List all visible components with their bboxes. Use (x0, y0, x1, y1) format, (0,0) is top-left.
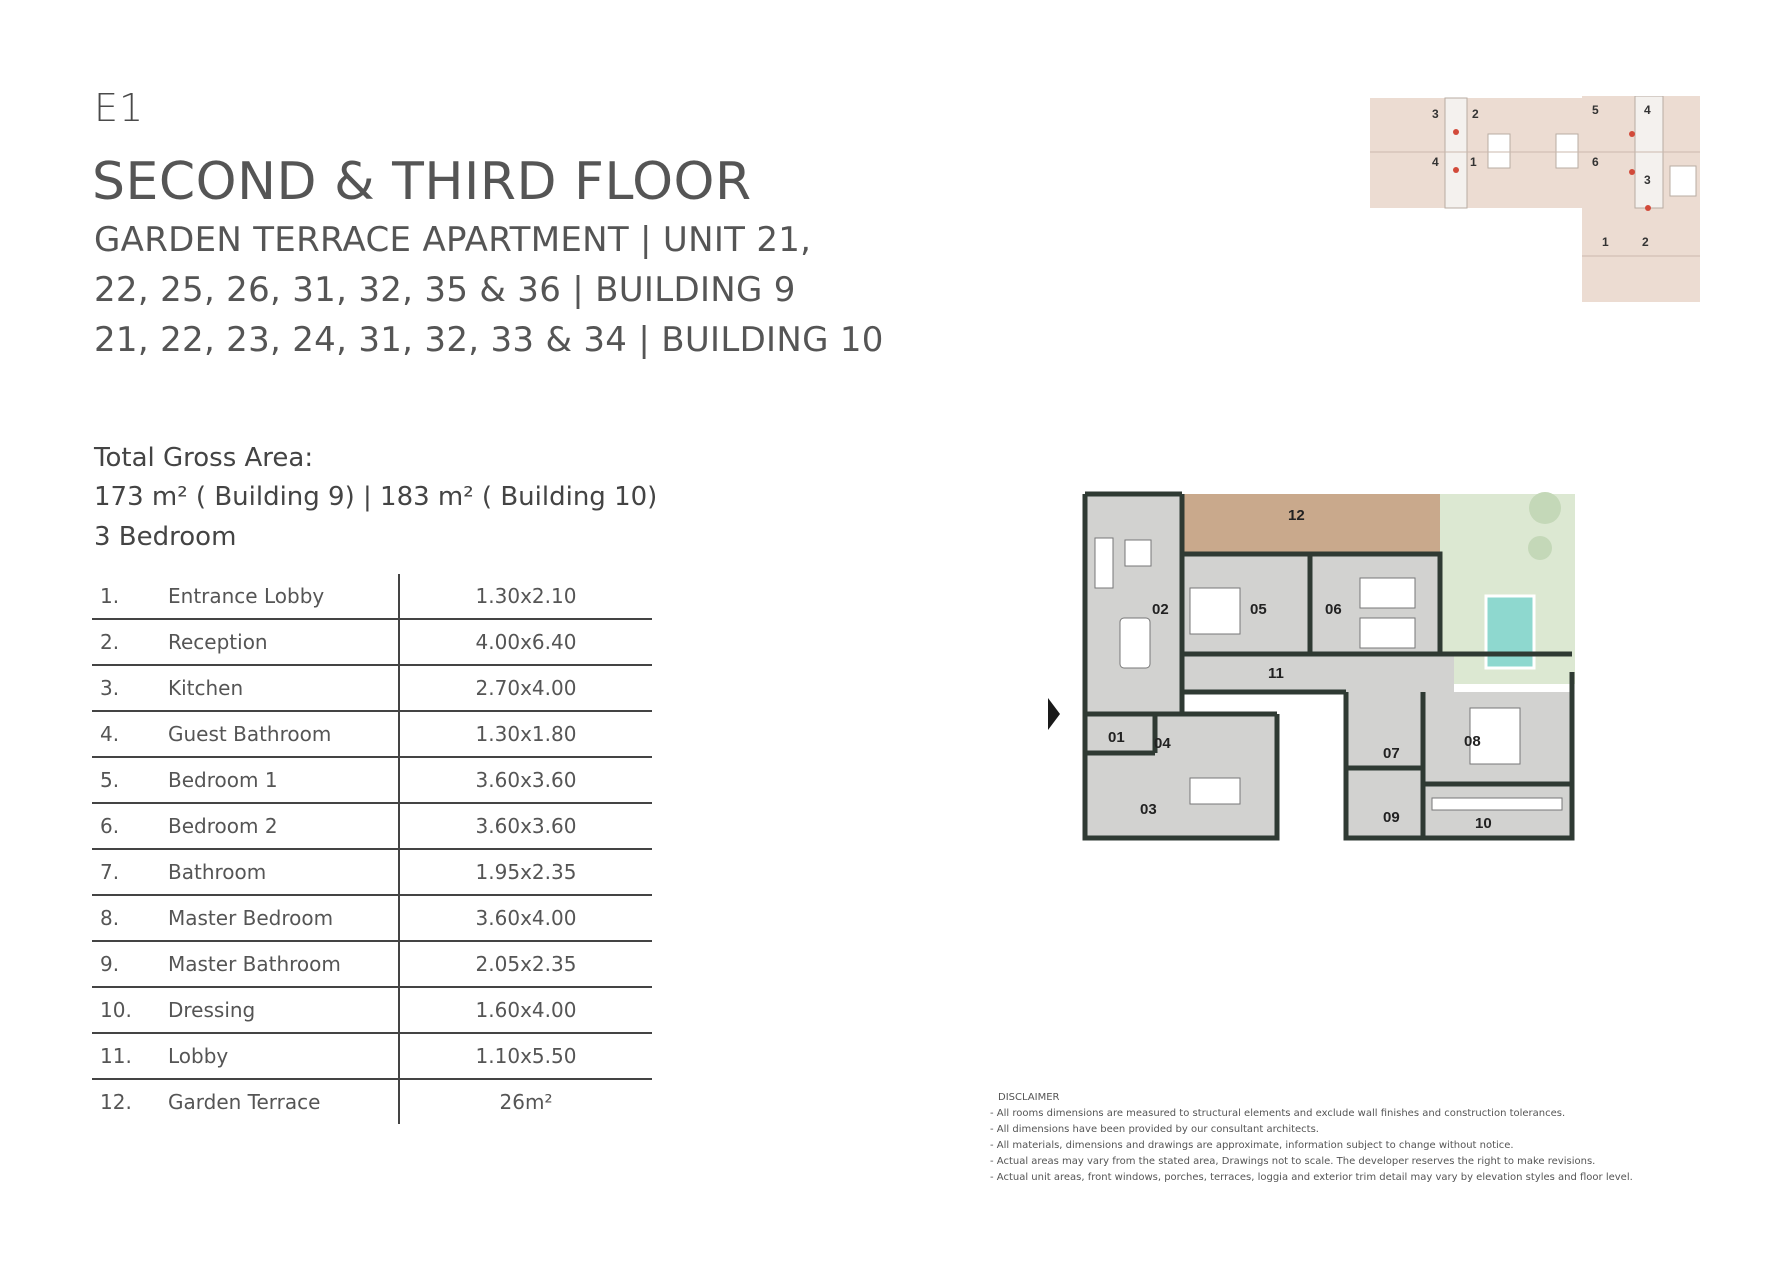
key-plan-void-2 (1556, 134, 1578, 168)
bed-2b (1360, 618, 1415, 648)
table-row (92, 1079, 652, 1124)
disclaimer-line: - All rooms dimensions are measured to structural elements and exclude wall finishes and construction tolerances. (990, 1108, 1566, 1119)
room-number: 7. (92, 849, 168, 895)
room-number: 5. (92, 757, 168, 803)
table-row (92, 711, 652, 757)
key-plan-marker (1645, 205, 1651, 211)
key-plan-label: 2 (1642, 235, 1649, 249)
room-label-04: 04 (1154, 735, 1171, 752)
room-label-03: 03 (1140, 801, 1157, 818)
table-row (92, 803, 652, 849)
key-plan-label: 4 (1644, 103, 1651, 117)
plan-code: E1 (94, 86, 145, 130)
room-dimensions: 4.00x6.40 (399, 619, 652, 665)
key-plan-label: 1 (1602, 235, 1609, 249)
room-name: Bathroom (168, 849, 399, 895)
room-dimensions: 1.30x2.10 (399, 574, 652, 619)
room-label-10: 10 (1475, 815, 1492, 832)
key-plan-building (1370, 96, 1700, 302)
dining-table (1120, 618, 1150, 668)
key-plan-label: 3 (1644, 173, 1651, 187)
room-name: Garden Terrace (168, 1090, 321, 1114)
room-dimensions: 3.60x3.60 (399, 757, 652, 803)
table-row (92, 757, 652, 803)
page-title: SECOND & THIRD FLOOR (92, 152, 752, 212)
kitchen-island (1190, 778, 1240, 804)
key-plan-marker (1629, 169, 1635, 175)
room-label-01: 01 (1108, 729, 1125, 746)
room-number: 4. (92, 711, 168, 757)
terrace-deck (1182, 494, 1367, 554)
room-number: 11. (92, 1033, 168, 1079)
table-row (92, 895, 652, 941)
bed-2a (1360, 578, 1415, 608)
room-label-12: 12 (1288, 507, 1305, 524)
floor-plan (1040, 478, 1580, 878)
room-number: 9. (92, 941, 168, 987)
key-plan-core-1 (1445, 98, 1467, 208)
sofa (1095, 538, 1113, 588)
room-name: Entrance Lobby (168, 574, 399, 619)
room-dimensions: 1.95x2.35 (399, 849, 652, 895)
key-plan-void-3 (1670, 166, 1696, 196)
room-label-06: 06 (1325, 601, 1342, 618)
room-number: 8. (92, 895, 168, 941)
room-label-09: 09 (1383, 809, 1400, 826)
room-number: 3. (92, 665, 168, 711)
key-plan-label: 5 (1592, 103, 1599, 117)
key-plan-marker (1629, 131, 1635, 137)
room-name: Lobby (168, 1033, 399, 1079)
table-row (92, 665, 652, 711)
key-plan (1370, 96, 1700, 306)
bed-1 (1190, 588, 1240, 634)
disclaimer (990, 1090, 1633, 1186)
subtitle-line-1: GARDEN TERRACE APARTMENT | UNIT 21, (94, 220, 812, 260)
room-label-02: 02 (1152, 601, 1169, 618)
room-name: Dressing (168, 987, 399, 1033)
room-number: 1. (92, 574, 168, 619)
key-plan-label: 1 (1470, 155, 1477, 169)
room-number: 10. (92, 987, 168, 1033)
gross-area-value: 173 m² ( Building 9) | 183 m² ( Building 10) (94, 482, 658, 512)
room-schedule-table (92, 574, 652, 1124)
key-plan-void-1 (1488, 134, 1510, 168)
room-name: Master Bedroom (168, 895, 399, 941)
room-name: Bedroom 2 (168, 803, 399, 849)
key-plan-label: 3 (1432, 107, 1439, 121)
room-number: 6. (92, 803, 168, 849)
coffee-table (1125, 540, 1151, 566)
key-plan-label: 6 (1592, 155, 1599, 169)
room-number: 12. (100, 1090, 132, 1114)
room-label-05: 05 (1250, 601, 1267, 618)
room-dimensions: 1.10x5.50 (399, 1033, 652, 1079)
room-dimensions: 1.30x1.80 (399, 711, 652, 757)
key-plan-label: 4 (1432, 155, 1439, 169)
disclaimer-line: - All materials, dimensions and drawings are approximate, information subject to change without notice. (990, 1140, 1514, 1151)
room-name: Kitchen (168, 665, 399, 711)
entrance-arrow-icon (1048, 698, 1060, 730)
table-row (92, 574, 652, 619)
pool (1486, 596, 1534, 668)
gross-area-label: Total Gross Area: (94, 443, 314, 473)
room-name: Reception (168, 619, 399, 665)
table-row (92, 1033, 652, 1079)
table-row (92, 987, 652, 1033)
room-label-07: 07 (1383, 745, 1400, 762)
master-suite-floor (1346, 692, 1572, 838)
room-dimensions: 2.05x2.35 (399, 941, 652, 987)
disclaimer-title: DISCLAIMER (998, 1092, 1060, 1103)
table-row (92, 941, 652, 987)
disclaimer-line: - Actual areas may vary from the stated area, Drawings not to scale. The developer reserves the right to make revisions. (990, 1156, 1596, 1167)
tree (1529, 492, 1561, 524)
room-dimensions: 26m² (399, 1079, 652, 1124)
bedroom-count: 3 Bedroom (94, 522, 237, 552)
room-name: Guest Bathroom (168, 711, 399, 757)
disclaimer-line: - All dimensions have been provided by our consultant architects. (990, 1124, 1319, 1135)
room-name: Bedroom 1 (168, 757, 399, 803)
room-dimensions: 1.60x4.00 (399, 987, 652, 1033)
key-plan-label: 2 (1472, 107, 1479, 121)
table-row (92, 849, 652, 895)
dressing-wardrobe (1432, 798, 1562, 810)
key-plan-block-bottom (1582, 208, 1700, 302)
table-row (92, 619, 652, 665)
room-label-08: 08 (1464, 733, 1481, 750)
room-label-11: 11 (1268, 665, 1284, 682)
room-dimensions: 3.60x3.60 (399, 803, 652, 849)
room-dimensions: 2.70x4.00 (399, 665, 652, 711)
room-number: 2. (92, 619, 168, 665)
room-dimensions: 3.60x4.00 (399, 895, 652, 941)
disclaimer-line: - Actual unit areas, front windows, porches, terraces, loggia and exterior trim detail may vary by elevation styles and floor level. (990, 1172, 1633, 1183)
key-plan-marker (1453, 167, 1459, 173)
subtitle-line-3: 21, 22, 23, 24, 31, 32, 33 & 34 | BUILDING 10 (94, 320, 884, 360)
subtitle-line-2: 22, 25, 26, 31, 32, 35 & 36 | BUILDING 9 (94, 270, 796, 310)
lobby-floor (1182, 654, 1454, 692)
tree (1528, 536, 1552, 560)
key-plan-marker (1453, 129, 1459, 135)
room-name: Master Bathroom (168, 941, 399, 987)
